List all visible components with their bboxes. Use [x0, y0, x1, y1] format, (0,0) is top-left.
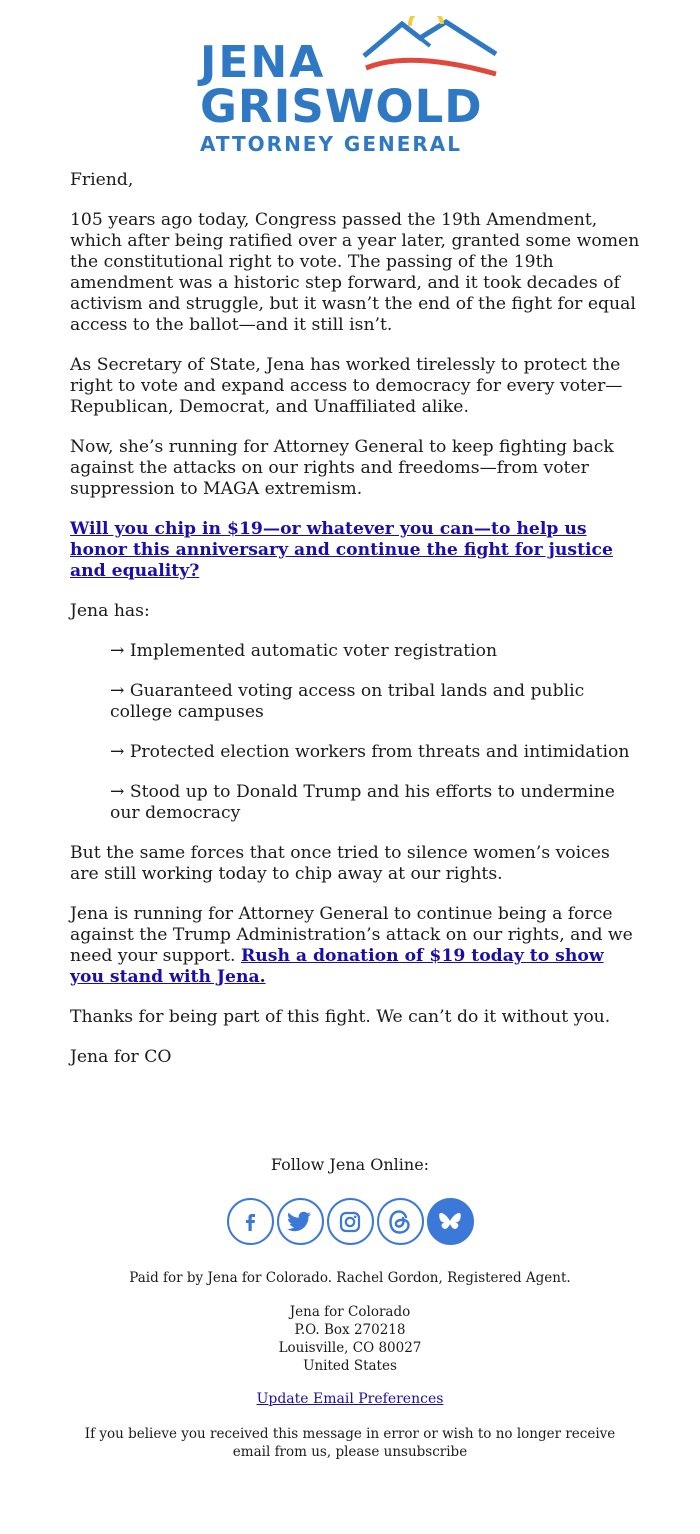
mailing-address: [0, 1303, 700, 1375]
campaign-logo: [200, 16, 504, 154]
address-line: Louisville, CO 80027: [278, 1340, 422, 1356]
paid-for-disclaimer: Paid for by Jena for Colorado. Rachel Gordon, Registered Agent.: [129, 1270, 571, 1286]
address-line: Jena for Colorado: [289, 1304, 411, 1320]
paragraph-3: Now, she’s running for Attorney General to keep fighting back against the attacks on our rights and freedoms—from voter suppression to MAGA extremism.: [70, 437, 614, 499]
cta-paragraph: [70, 519, 640, 582]
paragraph-2: As Secretary of State, Jena has worked tirelessly to protect the right to vote and expand access to democracy for every voter—Republican, Democrat, and Unaffiliated alike.: [70, 355, 623, 417]
address-line: United States: [303, 1358, 397, 1374]
email-body: [70, 170, 640, 1087]
paragraph-5: [70, 904, 640, 988]
instagram-icon[interactable]: [327, 1198, 374, 1245]
threads-icon[interactable]: [377, 1198, 424, 1245]
social-icons: [0, 1198, 700, 1250]
facebook-icon[interactable]: [227, 1198, 274, 1245]
list-item: → Stood up to Donald Trump and his efforts to undermine our democracy: [110, 782, 615, 823]
logo-last-name: GRISWOLD: [200, 80, 483, 133]
follow-label: Follow Jena Online:: [270, 1155, 430, 1174]
list-item: → Implemented automatic voter registration: [110, 641, 498, 661]
unsubscribe-disclaimer: If you believe you received this message in error or wish to no longer receive email from us, please unsubscribe: [84, 1426, 616, 1460]
list-item: → Guaranteed voting access on tribal lands and public college campuses: [110, 681, 585, 722]
paragraph-1: 105 years ago today, Congress passed the 19th Amendment, which after being ratified over a year later, granted some women the constitutional right to vote. The passing of the 19th amendment was a historic step forward, and it took decades of activism and struggle, but it wasn’t the end of the fight for equal access to the ballot—and it still isn’t.: [70, 210, 640, 335]
address-line: P.O. Box 270218: [294, 1322, 406, 1338]
greeting: Friend,: [70, 170, 134, 190]
update-email-preferences-link[interactable]: Update Email Preferences: [256, 1391, 444, 1407]
logo-office-title: ATTORNEY GENERAL: [200, 132, 463, 156]
bluesky-icon[interactable]: [427, 1198, 474, 1245]
jena-has-label: Jena has:: [70, 601, 150, 621]
paragraph-4: But the same forces that once tried to silence women’s voices are still working today to chip away at our rights.: [70, 843, 610, 884]
rush-donation-link[interactable]: Rush a donation of $19 today to show you stand with Jena.: [70, 946, 604, 987]
accomplishments-list: [70, 641, 640, 824]
donate-cta-link[interactable]: Will you chip in $19—or whatever you can—to help us honor this anniversary and continue the fight for justice and equality?: [70, 519, 613, 581]
paragraph-5-text: Jena is running for Attorney General to continue being a force against the Trump Administration’s attack on our rights, and we need your support.: [70, 904, 633, 966]
mountain-logo-icon: [350, 16, 504, 78]
paragraph-6: Thanks for being part of this fight. We can’t do it without you.: [70, 1007, 611, 1027]
list-item: → Protected election workers from threats and intimidation: [110, 742, 630, 762]
logo-first-name: JENA: [200, 37, 326, 88]
preferences-row: [0, 1391, 700, 1407]
twitter-icon[interactable]: [277, 1198, 324, 1245]
signoff: Jena for CO: [70, 1047, 172, 1067]
